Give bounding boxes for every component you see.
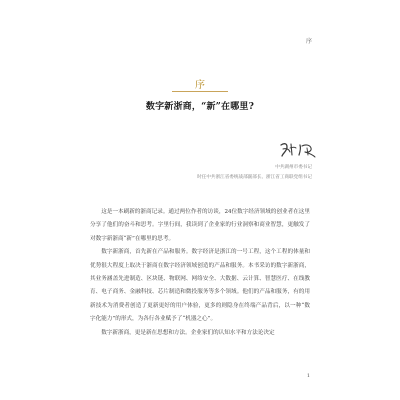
paragraph: 数字新浙商，首先新在产品和服务。数字经济是浙江的一号工程，这个工程的体量和优势很大程度上取决于浙商在数字经济领域创造的产品和服务。本书采访的数字新浙商，其业务涵盖先进制造、区块链、物联网、网络安全、大数据、云计算、智慧医疗、在线教育、电子商务、金融科技、芯片制造和微投服务等多个领域。他们的产品和服务，有的用新技术为消费者创造了更新更好的用户体验，更多的则隐身在终端产品背后，以一种“数字化能力”的形式，为各行各业赋予了“机器之心”。: [90, 249, 310, 323]
signature-title: 中共湖州市委书记: [275, 165, 312, 170]
paragraph: 数字新浙商，更是新在思想和方法。企业家们的认知水平和方法论决定: [101, 329, 275, 336]
signature-former-title: 时任中共浙江省委统战部副部长、浙江省工商联党组书记: [197, 175, 312, 180]
handwritten-signature: [278, 140, 318, 160]
section-mark: 序: [195, 80, 205, 91]
page-title: 数字新浙商，“新”在哪里?: [145, 102, 255, 112]
paragraph: 这是一本刷新的浙商记录。通过两位作者的访谈，24位数字经济领域的创业者在这里分享了他们的奋斗和思考。字里行间，我读到了企业家的行业洞察和商业智慧，更触发了对数字新浙商“新”在哪里的思考。: [90, 209, 310, 242]
section-divider: [172, 91, 228, 92]
page-number: 1: [306, 373, 310, 379]
running-head: 序: [305, 38, 312, 45]
body-text: [90, 206, 310, 340]
